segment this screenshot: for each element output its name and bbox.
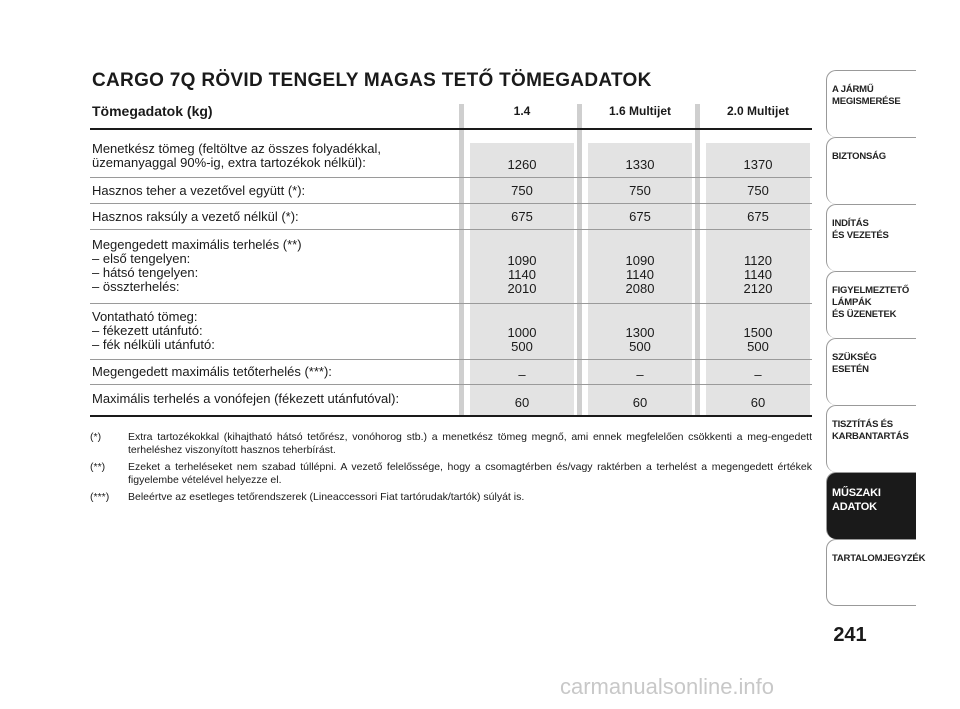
tab-vehicle-overview[interactable]: A JÁRMŰ MEGISMERÉSE (826, 70, 916, 137)
row-label-payload-with-driver: Hasznos teher a vezetővel együtt (*): (92, 183, 306, 198)
table-cell: 1000 500 (507, 325, 537, 354)
row-divider (90, 177, 812, 178)
table-cell: 1260 (507, 157, 537, 172)
table-cell: 675 (629, 209, 651, 224)
footnote-mark: (***) (90, 491, 110, 503)
row-divider (90, 384, 812, 385)
row-label-curb-weight: Menetkész tömeg (feltöltve az összes folyadékkal, üzemanyaggal 90%-ig, extra tartozékok nélkül): (92, 141, 382, 170)
footnotes (90, 431, 812, 508)
table-cell: 750 (511, 183, 533, 198)
tab-starting-driving[interactable]: INDÍTÁS ÉS VEZETÉS (826, 204, 916, 271)
footnote-text: Beleértve az esetleges tetőrendszerek (Lineaccessori Fiat tartórudak/tartók) súlyát is. (128, 491, 525, 503)
tab-safety[interactable]: BIZTONSÁG (826, 137, 916, 204)
tab-contents[interactable]: TARTALOMJEGYZÉK (826, 539, 916, 606)
footnote-mark: (**) (90, 461, 106, 473)
table-cell: 675 (747, 209, 769, 224)
table-cell: – (636, 367, 644, 382)
row-divider (90, 203, 812, 204)
page-title: CARGO 7Q RÖVID TENGELY MAGAS TETŐ TÖMEGADATOK (92, 70, 652, 91)
column-divider (695, 104, 700, 416)
column-header-1-6-multijet: 1.6 Multijet (608, 104, 671, 118)
table-cell: 60 (632, 395, 648, 410)
row-divider (90, 359, 812, 360)
table-cell: 60 (514, 395, 530, 410)
footnote (90, 431, 812, 457)
header-rule (90, 128, 812, 130)
table-cell: 1330 (625, 157, 655, 172)
tab-emergency[interactable]: SZÜKSÉG ESETÉN (826, 338, 916, 405)
table-row-header: Tömegadatok (kg) (92, 103, 213, 119)
table-cell: 60 (750, 395, 766, 410)
table-cell: 675 (511, 209, 533, 224)
footer-rule (90, 415, 812, 417)
table-cell: – (754, 367, 762, 382)
table-cell: 1090 1140 2080 (625, 253, 655, 296)
page-number: 241 (833, 624, 867, 646)
table-cell: 1370 (743, 157, 773, 172)
footnote (90, 461, 812, 487)
row-label-payload-without-driver: Hasznos raksúly a vezető nélkül (*): (92, 209, 299, 224)
table-cell: 1300 500 (625, 325, 655, 354)
tab-maintenance[interactable]: TISZTÍTÁS ÉS KARBANTARTÁS (826, 405, 916, 472)
footnote-text: Extra tartozékokkal (kihajtható hátsó tetőrész, vonóhorog stb.) a menetkész tömeg megnő, ami ennek megfelelően csökkenti a meg-engedett terheléshez viszonyított hasznos teherbírást. (128, 431, 812, 456)
chapter-sidebar (826, 70, 926, 606)
tab-warning-lights[interactable]: FIGYELMEZTETŐ LÁMPÁK ÉS ÜZENETEK (826, 271, 916, 338)
column-header-1-4: 1.4 (513, 104, 531, 118)
footnote-text: Ezeket a terheléseket nem szabad túllépni. A vezető felelőssége, hogy a csomagtérben és/vagy raktérben a terhelést a megengedett értékek figyelembe vételével helyezze el. (128, 461, 812, 486)
table-cell: 750 (747, 183, 769, 198)
column-divider (459, 104, 464, 416)
row-divider (90, 229, 812, 230)
tab-technical-data[interactable]: MŰSZAKI ADATOK (826, 472, 916, 539)
table-cell: 1120 1140 2120 (743, 253, 773, 296)
column-header-2-0-multijet: 2.0 Multijet (726, 104, 789, 118)
column-divider (577, 104, 582, 416)
watermark: carmanualsonline.info (560, 674, 775, 699)
row-label-towable-mass: Vontatható tömeg: – fékezett utánfutó: – fék nélküli utánfutó: (92, 309, 215, 352)
table-cell: – (518, 367, 526, 382)
table-cell: 1090 1140 2010 (507, 253, 537, 296)
table-cell: 750 (629, 183, 651, 198)
footnote (90, 491, 812, 504)
row-divider (90, 303, 812, 304)
footnote-mark: (*) (90, 431, 102, 443)
row-label-roof-load: Megengedett maximális tetőterhelés (***): (92, 364, 332, 379)
table-cell: 1500 500 (743, 325, 773, 354)
row-label-towbar-load: Maximális terhelés a vonófejen (fékezett utánfutóval): (92, 391, 400, 406)
row-label-max-load: Megengedett maximális terhelés (**) – első tengelyen: – hátsó tengelyen: – összterhelés: (92, 237, 302, 294)
